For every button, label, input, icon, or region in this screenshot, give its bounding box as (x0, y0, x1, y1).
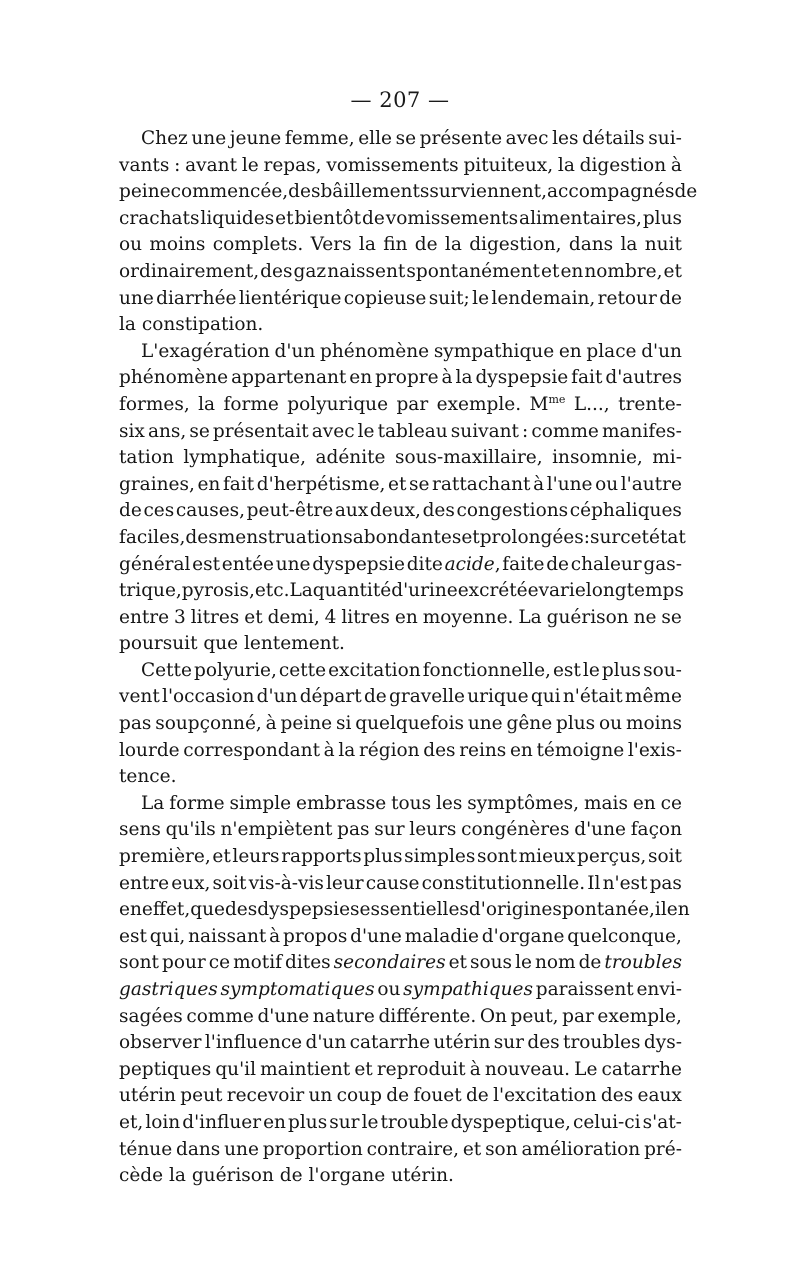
text-line: lourde correspondant à la région des reins en témoigne l'exis- (119, 739, 682, 761)
text-line: ou moins complets. Vers la fin de la digestion, dans la nuit (119, 234, 682, 256)
body-text (119, 126, 698, 1190)
text-line: formes, la forme polyurique par exemple. $M^{me}$ L..., trente- (119, 392, 682, 415)
text-line: est qui, naissant à propos d'une maladie d'organe quelconque, (119, 925, 682, 947)
text-line: La forme simple embrasse tous les symptômes, mais en ce (141, 792, 682, 814)
text-line: ordinairement, des gaz naissent spontanément et en nombre, et (119, 260, 682, 282)
text-line: vants : avant le repas, vomissements pituiteux, la digestion à (119, 154, 682, 176)
text-line: de ces causes, peut-être aux deux, des congestions céphaliques (119, 500, 682, 522)
text-line: en effet, que des dyspepsies essentielles d'origine spontanée, il en (119, 899, 690, 921)
text-line: gastriques symptomatiques ou sympathiques paraissent envi- (119, 979, 682, 1000)
text-line: faciles, des menstruations abondantes et prolongées: sur cet état (119, 526, 686, 548)
text-line: vent l'occasion d'un départ de gravelle urique qui n'était même (119, 686, 682, 708)
text-line: sagées comme d'une nature différente. On peut, par exemple, (119, 1005, 682, 1027)
text-line: trique, pyrosis, etc. La quantité d'urine excrétée varie longtemps (119, 580, 684, 602)
text-line: général est entée une dyspepsie dite acide, faite de chaleur gas- (119, 553, 682, 575)
text-line: tation lymphatique, adénite sous-maxillaire, insomnie, mi- (119, 447, 682, 469)
text-line: sens qu'ils n'empiètent pas sur leurs congénères d'une façon (119, 819, 682, 841)
text-line: sont pour ce motif dites secondaires et sous le nom de troubles (119, 952, 682, 974)
text-line: entre eux, soit vis-à-vis leur cause constitutionnelle. Il n'est pas (119, 872, 682, 894)
text-line: graines, en fait d'herpétisme, et se rattachant à l'une ou l'autre (119, 473, 682, 495)
text-line: entre 3 litres et demi, 4 litres en moyenne. La guérison ne se (119, 606, 682, 628)
text-line: crachats liquides et bientôt de vomissements alimentaires, plus (119, 207, 682, 229)
text-line: la constipation. (119, 314, 264, 336)
text-line: et, loin d'influer en plus sur le trouble dyspeptique, celui-ci s'at- (119, 1111, 682, 1133)
text-line: phénomène appartenant en propre à la dyspepsie fait d'autres (119, 367, 682, 389)
text-line: première, et leurs rapports plus simples sont mieux perçus, soit (119, 846, 682, 868)
text-line: observer l'influence d'un catarrhe utérin sur des troubles dys- (119, 1032, 682, 1054)
text-line: tence. (119, 766, 177, 788)
text-line: L'exagération d'un phénomène sympathique en place d'un (141, 340, 682, 362)
text-line: six ans, se présentait avec le tableau suivant : comme manifes- (119, 420, 682, 442)
text-line: cède la guérison de l'organe utérin. (119, 1165, 454, 1187)
text-line: Cette polyurie, cette excitation fonctionnelle, est le plus sou- (141, 659, 682, 681)
text-line: Chez une jeune femme, elle se présente avec les détails sui- (141, 128, 682, 149)
text-line: utérin peut recevoir un coup de fouet de l'excitation des eaux (119, 1085, 682, 1107)
text-line: ténue dans une proportion contraire, et son amélioration pré- (119, 1138, 682, 1160)
text-line: peptiques qu'il maintient et reproduit à nouveau. Le catarrhe (119, 1058, 682, 1080)
text-line: peine commencée, des bâillements surviennent, accompagnés de (119, 181, 698, 203)
text-line: une diarrhée lientérique copieuse suit; le lendemain, retour de (119, 287, 682, 309)
text-line: pas soupçonné, à peine si quelquefois une gêne plus ou moins (119, 713, 682, 735)
text-line: poursuit que lentement. (119, 633, 345, 655)
page-number: — 207 — (350, 88, 450, 112)
